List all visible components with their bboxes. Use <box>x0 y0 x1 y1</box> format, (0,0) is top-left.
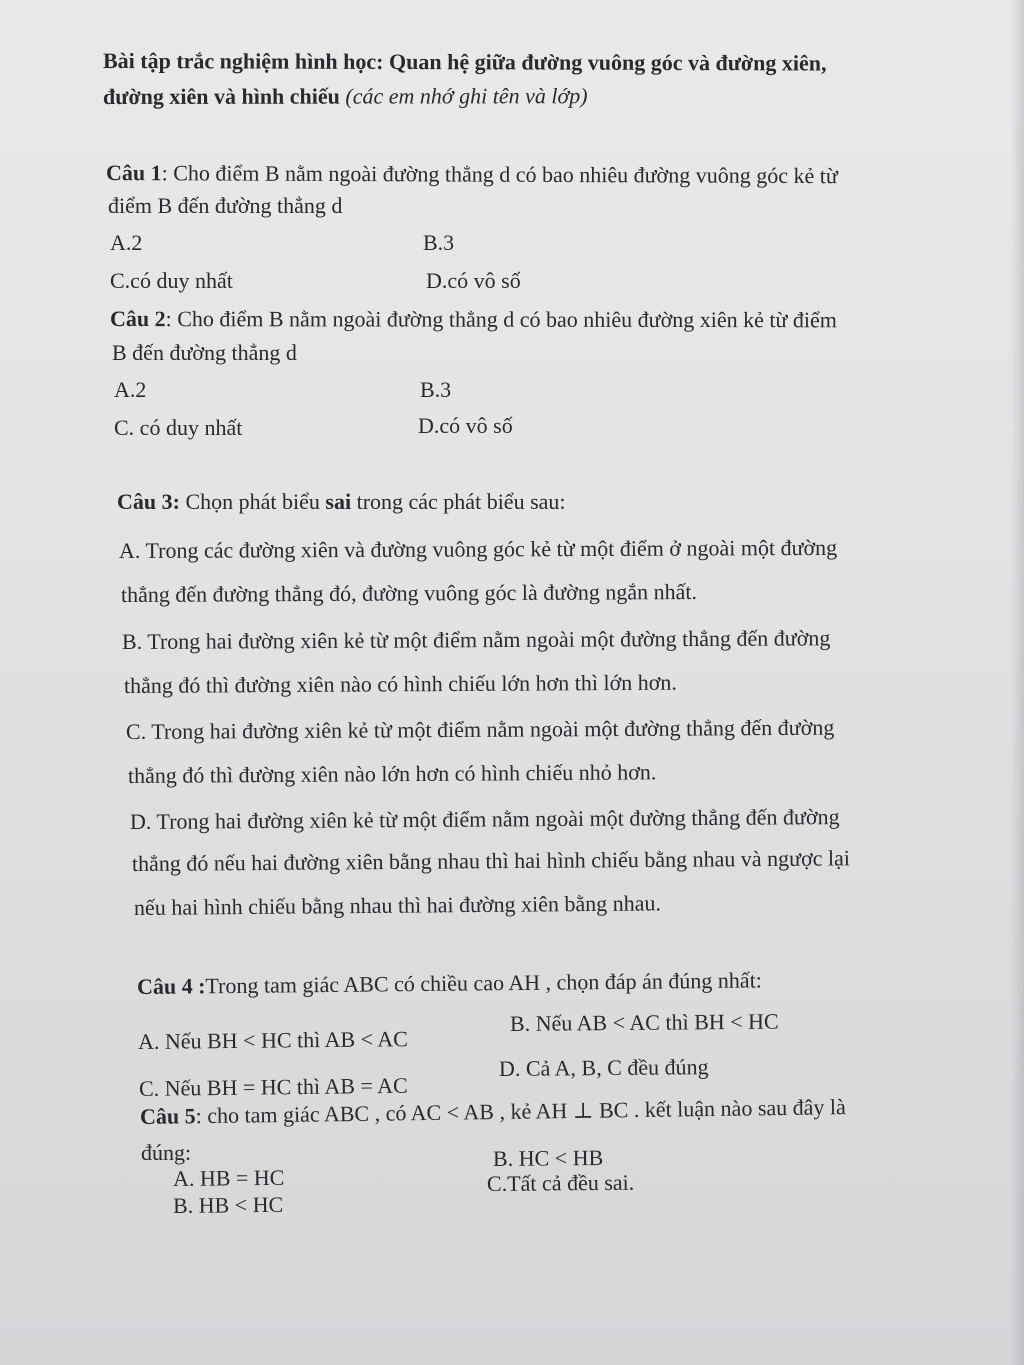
q1-option-a: A.2 <box>110 230 143 255</box>
q3-option-a-line-1: A. Trong các đường xiên và đường vuông góc kẻ từ một điểm ở ngoài một đường <box>118 534 838 563</box>
q2-text-line-2: B đến đường thẳng d <box>112 340 297 365</box>
q5-option-b-second: B. HB < HC <box>172 1191 284 1218</box>
q5-option-c: C.Tất cả đều sai. <box>486 1169 635 1196</box>
q3-text-line <box>117 489 566 515</box>
title-line-1: Bài tập trắc nghiệm hình học: Quan hệ giữa đường vuông góc và đường xiên, <box>102 48 827 76</box>
q2-text-line-1 <box>110 306 837 333</box>
q5-text-1: : cho tam giác ABC , có AC < AB , kẻ AH ⊥ BC . kết luận nào sau đây là <box>195 1094 846 1129</box>
q5-option-b: B. HC < HB <box>492 1145 604 1171</box>
q2-label: Câu 2 <box>109 306 166 332</box>
q4-text-line <box>137 967 762 1000</box>
q4-option-d: D. Cả A, B, C đều đúng <box>498 1054 709 1081</box>
title-line-2 <box>103 83 588 110</box>
q3-text-pre: Chọn phát biểu <box>179 489 326 514</box>
q5-option-a: A. HB = HC <box>172 1164 285 1191</box>
q1-text-line-2: điểm B đến đường thẳng d <box>108 193 343 218</box>
q1-label: Câu 1 <box>105 160 162 186</box>
q3-option-a-line-2: thẳng đến đường thẳng đó, đường vuông góc là đường ngắn nhất. <box>120 578 698 607</box>
q3-label: Câu 3: <box>117 489 180 514</box>
q5-text-line-2: đúng: <box>141 1140 192 1165</box>
q3-option-c-line-2: thẳng đó thì đường xiên nào lớn hơn có hình chiếu nhỏ hơn. <box>127 759 657 788</box>
q3-option-b-line-1: B. Trong hai đường xiên kẻ từ một điểm nằm ngoài một đường thẳng đến đường <box>121 625 831 654</box>
q3-text-bold: sai <box>325 489 352 514</box>
q4-option-a: A. Nếu BH < HC thì AB < AC <box>137 1026 409 1054</box>
q1-option-b: B.3 <box>423 230 455 255</box>
q2-option-b: B.3 <box>420 377 452 402</box>
q2-text-1: : Cho điểm B nằm ngoài đường thẳng d có bao nhiêu đường xiên kẻ từ điểm <box>165 306 837 333</box>
q1-option-c: C.có duy nhất <box>110 268 233 293</box>
page-edge-shadow <box>1010 0 1024 1365</box>
q5-label: Câu 5 <box>139 1103 196 1129</box>
q3-text-post: trong các phát biểu sau: <box>351 489 566 514</box>
q2-option-c: C. có duy nhất <box>114 415 243 440</box>
q2-option-d: D.có vô số <box>418 413 513 438</box>
q3-option-c-line-1: C. Trong hai đường xiên kẻ từ một điểm nằm ngoài một đường thẳng đến đường <box>125 714 835 744</box>
q2-option-a: A.2 <box>114 377 147 402</box>
q3-option-d-line-3: nếu hai hình chiếu bằng nhau thì hai đường xiên bằng nhau. <box>133 890 662 920</box>
q3-option-b-line-2: thẳng đó thì đường xiên nào có hình chiếu lớn hơn thì lớn hơn. <box>123 669 677 698</box>
q4-text: Trong tam giác ABC có chiều cao AH , chọn đáp án đúng nhất: <box>205 967 762 999</box>
q1-text-line-1 <box>106 160 838 189</box>
q4-option-b: B. Nếu AB < AC thì BH < HC <box>509 1008 779 1036</box>
q4-option-c: C. Nếu BH = HC thì AB = AC <box>138 1072 408 1101</box>
title-line-2-bold: đường xiên và hình chiếu <box>102 83 340 109</box>
q1-option-d: D.có vô số <box>426 268 521 293</box>
title-note: (các em nhớ ghi tên và lớp) <box>345 83 588 109</box>
q3-option-d-line-2: thẳng đó nếu hai đường xiên bằng nhau thì hai hình chiếu bằng nhau và ngược lại <box>131 845 851 876</box>
q3-option-d-line-1: D. Trong hai đường xiên kẻ từ một điểm nằm ngoài một đường thẳng đến đường <box>129 804 840 834</box>
q1-text-1: : Cho điểm B nằm ngoài đường thẳng d có bao nhiêu đường vuông góc kẻ từ <box>161 160 838 189</box>
q4-label: Câu 4 : <box>136 973 206 999</box>
